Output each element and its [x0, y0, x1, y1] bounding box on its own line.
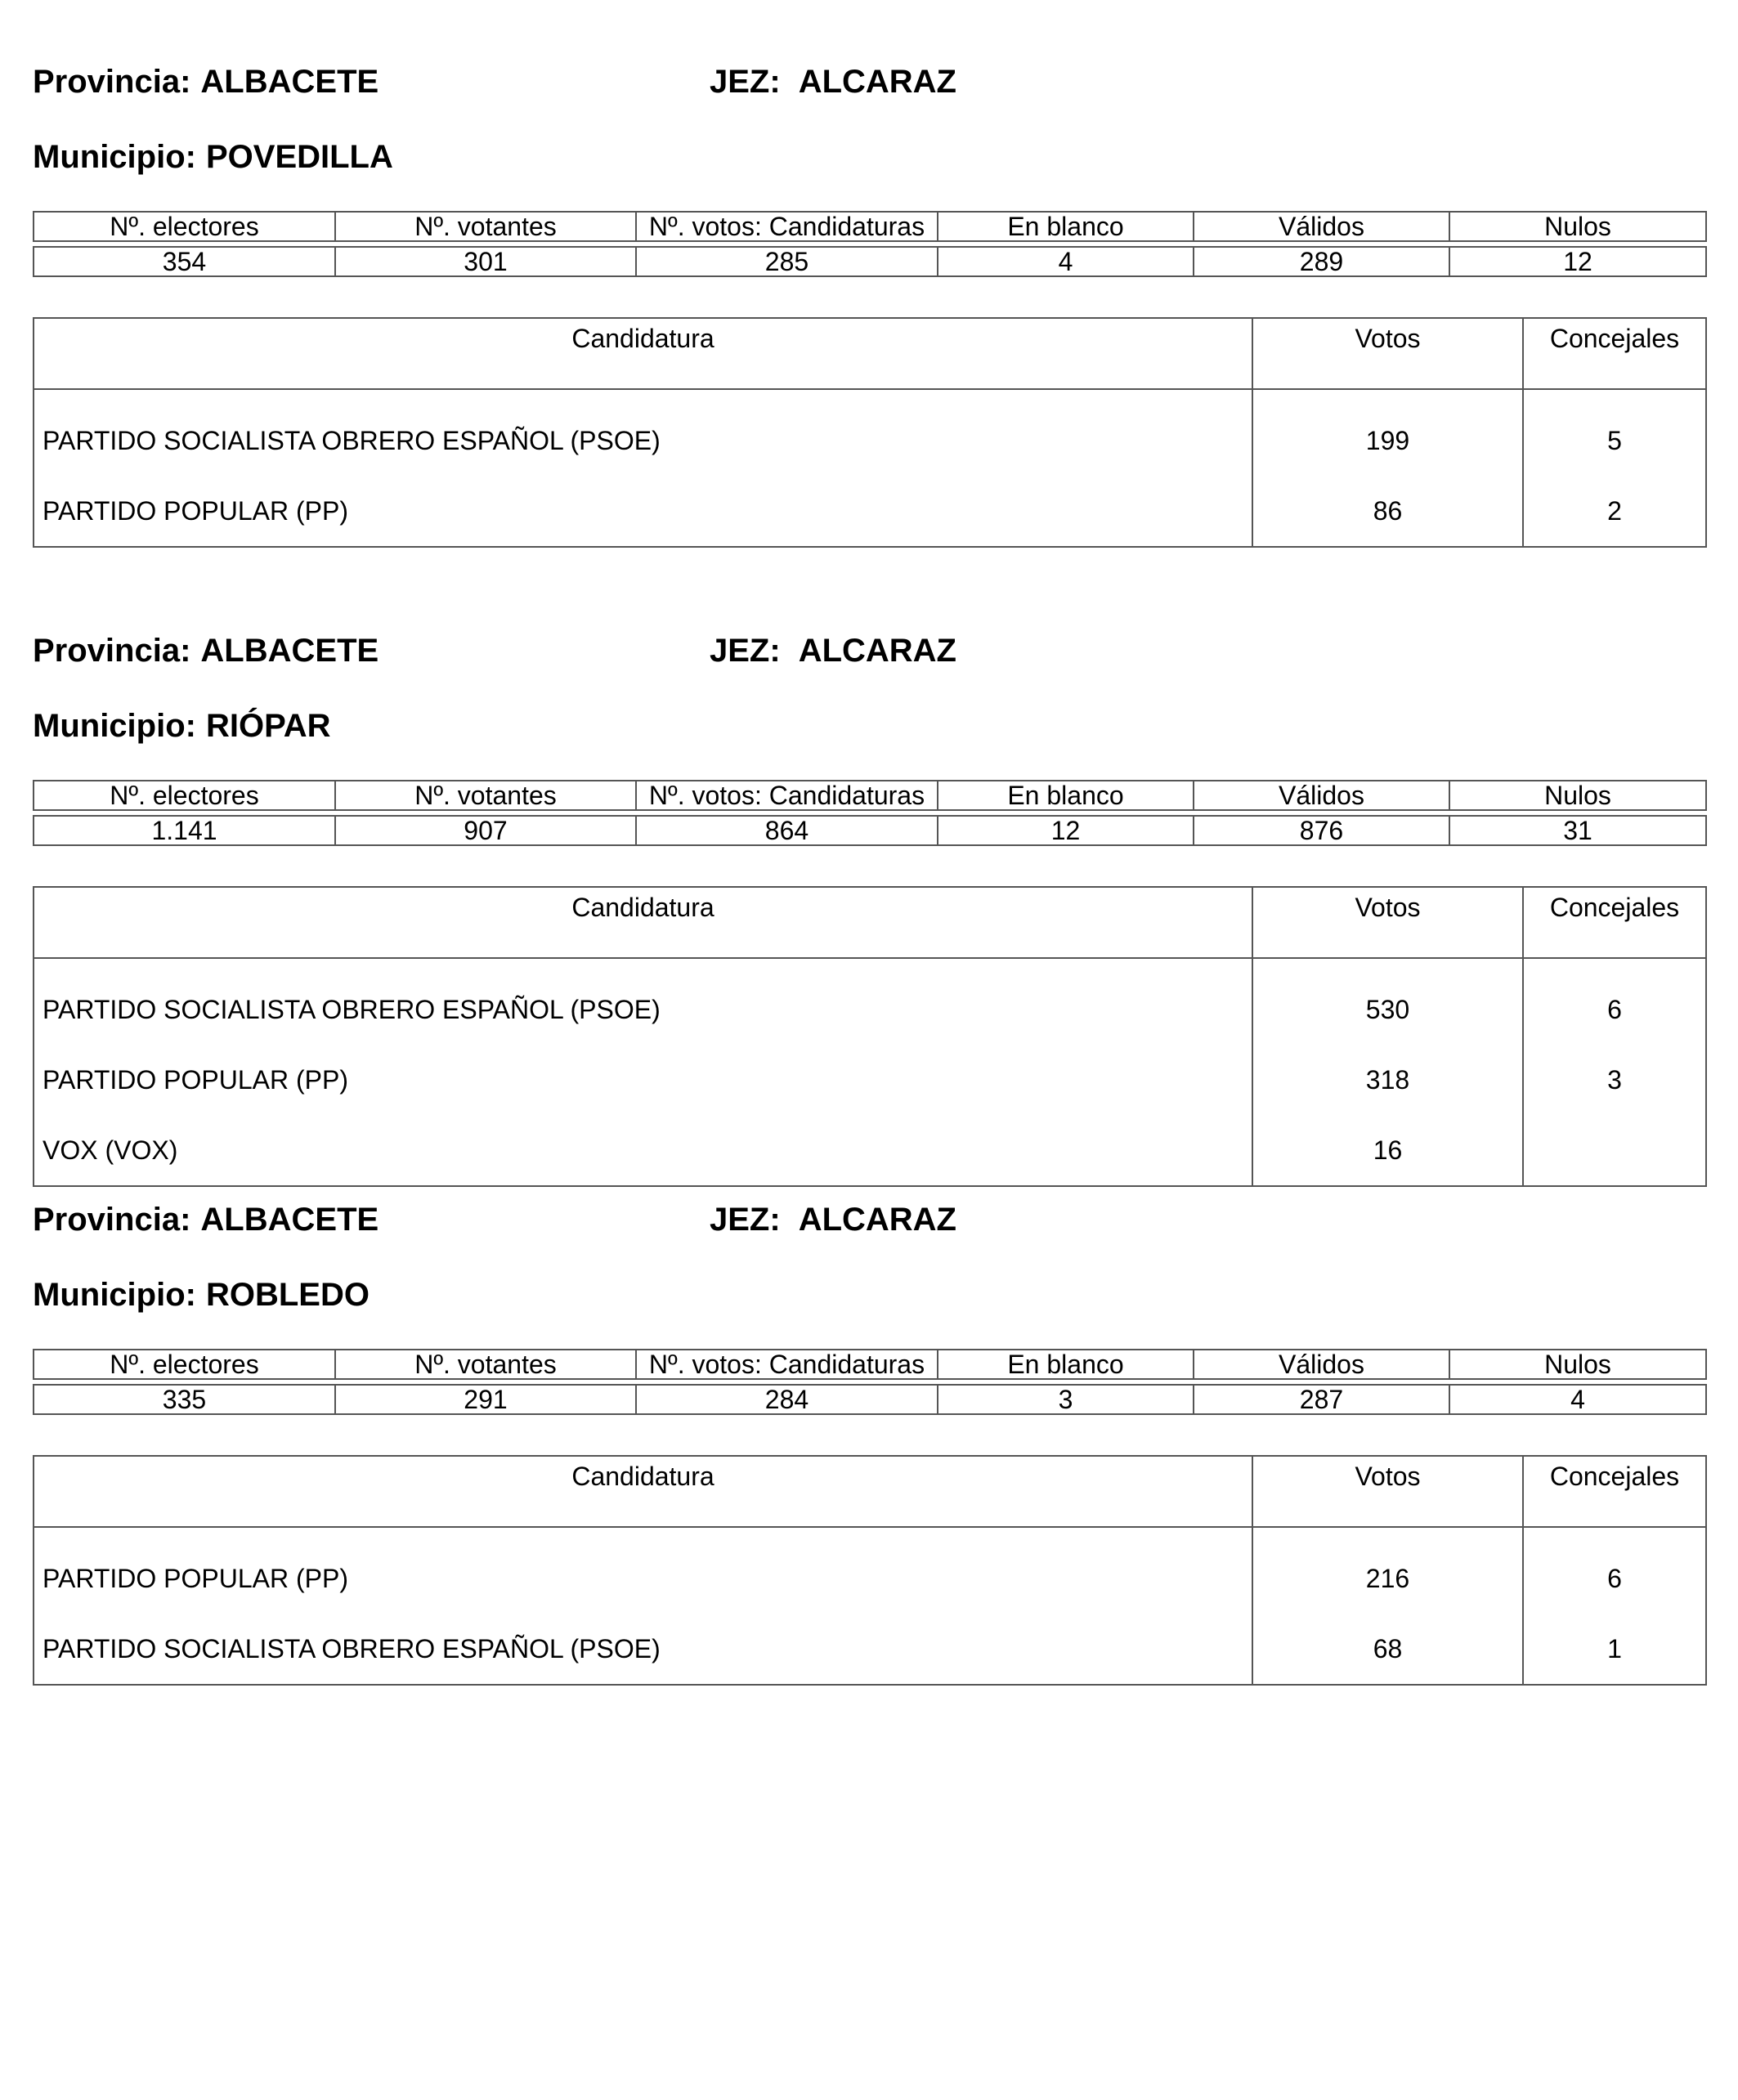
- stat-header: Nº. electores: [34, 212, 335, 241]
- candidate-name: PARTIDO POPULAR (PP): [43, 1563, 348, 1593]
- stat-value: 291: [335, 1385, 636, 1414]
- candidate-concejales: 3: [1523, 1045, 1706, 1115]
- candidate-name: PARTIDO POPULAR (PP): [43, 495, 348, 526]
- candidate-name: PARTIDO SOCIALISTA OBRERO ESPAÑOL (PSOE): [43, 425, 661, 455]
- municipio-label: Municipio:: [33, 139, 196, 175]
- stats-table: [33, 211, 1707, 277]
- candidate-row: [34, 1045, 1706, 1115]
- provincia-label: Provincia:: [33, 633, 191, 669]
- jez-heading: [710, 1203, 956, 1236]
- municipality-section-robledo: [33, 1203, 1705, 1661]
- stat-value: 284: [636, 1385, 938, 1414]
- candidate-name: PARTIDO SOCIALISTA OBRERO ESPAÑOL (PSOE): [43, 1633, 661, 1663]
- municipio-value: POVEDILLA: [205, 139, 393, 175]
- municipio-label: Municipio:: [33, 708, 196, 744]
- jez-label: JEZ:: [710, 64, 781, 100]
- stat-value: 907: [335, 816, 636, 845]
- candidate-votos: 318: [1252, 1045, 1523, 1115]
- candidate-concejales: 6: [1523, 1527, 1706, 1614]
- candidates-table: [33, 317, 1707, 548]
- stat-value: 287: [1194, 1385, 1449, 1414]
- stat-value: 876: [1194, 816, 1449, 845]
- stat-value: 4: [938, 247, 1194, 276]
- stat-value: 12: [1449, 247, 1706, 276]
- stats-header-row: [34, 1350, 1706, 1379]
- stats-table: [33, 1349, 1707, 1415]
- stat-header: Nº. votos: Candidaturas: [636, 1350, 938, 1379]
- stats-header-row: [34, 781, 1706, 810]
- stats-table: [33, 780, 1707, 846]
- candidate-row: [34, 389, 1706, 476]
- candidate-row: [34, 1115, 1706, 1186]
- stat-header: Nº. electores: [34, 1350, 335, 1379]
- stat-value: 289: [1194, 247, 1449, 276]
- stat-value: 354: [34, 247, 335, 276]
- municipio-label: Municipio:: [33, 1277, 196, 1313]
- provincia-value: ALBACETE: [200, 1202, 379, 1238]
- stat-value: 3: [938, 1385, 1194, 1414]
- stat-header: Nº. votantes: [335, 212, 636, 241]
- municipio-heading: [33, 141, 393, 173]
- municipality-section-povedilla: [33, 64, 1705, 526]
- cand-header-concejales: Concejales: [1523, 1456, 1706, 1527]
- stat-header: En blanco: [938, 212, 1194, 241]
- candidates-table: [33, 1455, 1707, 1686]
- provincia-value: ALBACETE: [200, 64, 379, 100]
- candidate-row: [34, 1527, 1706, 1614]
- candidate-name: VOX (VOX): [43, 1135, 178, 1165]
- stat-value: 285: [636, 247, 938, 276]
- stat-value: 31: [1449, 816, 1706, 845]
- stat-header: Válidos: [1194, 1350, 1449, 1379]
- cand-header-concejales: Concejales: [1523, 318, 1706, 389]
- stats-header-row: [34, 212, 1706, 241]
- candidate-name: PARTIDO POPULAR (PP): [43, 1064, 348, 1095]
- stat-header: Nulos: [1449, 1350, 1706, 1379]
- cand-header-concejales: Concejales: [1523, 887, 1706, 958]
- jez-label: JEZ:: [710, 1202, 781, 1238]
- municipio-heading: [33, 1278, 370, 1311]
- jez-value: ALCARAZ: [798, 64, 956, 100]
- candidate-votos: 530: [1252, 958, 1523, 1045]
- stat-header: Nº. votos: Candidaturas: [636, 212, 938, 241]
- candidates-header-row: [34, 887, 1706, 958]
- municipality-section-riopar: [33, 633, 1705, 1165]
- candidate-row: [34, 1614, 1706, 1685]
- candidate-row: [34, 958, 1706, 1045]
- stat-header: Nº. votantes: [335, 1350, 636, 1379]
- cand-header-candidatura: Candidatura: [34, 887, 1252, 958]
- provincia-heading: [33, 1203, 379, 1236]
- cand-header-votos: Votos: [1252, 1456, 1523, 1527]
- municipio-heading: [33, 710, 331, 742]
- stat-header: Válidos: [1194, 781, 1449, 810]
- municipio-value: ROBLEDO: [205, 1277, 370, 1313]
- candidate-concejales: [1523, 1115, 1706, 1186]
- stat-value: 864: [636, 816, 938, 845]
- stats-value-row: [34, 816, 1706, 845]
- candidates-table: [33, 886, 1707, 1187]
- candidate-concejales: 5: [1523, 389, 1706, 476]
- candidate-votos: 16: [1252, 1115, 1523, 1186]
- stat-header: Nº. votos: Candidaturas: [636, 781, 938, 810]
- stat-header: En blanco: [938, 1350, 1194, 1379]
- stat-header: En blanco: [938, 781, 1194, 810]
- candidate-row: [34, 476, 1706, 547]
- cand-header-votos: Votos: [1252, 318, 1523, 389]
- stat-value: 1.141: [34, 816, 335, 845]
- candidate-votos: 216: [1252, 1527, 1523, 1614]
- jez-heading: [710, 634, 956, 667]
- stat-header: Nº. electores: [34, 781, 335, 810]
- provincia-label: Provincia:: [33, 64, 191, 100]
- jez-heading: [710, 65, 956, 98]
- stat-value: 12: [938, 816, 1194, 845]
- stat-header: Nulos: [1449, 212, 1706, 241]
- candidates-header-row: [34, 1456, 1706, 1527]
- jez-value: ALCARAZ: [798, 633, 956, 669]
- cand-header-candidatura: Candidatura: [34, 318, 1252, 389]
- candidate-concejales: 2: [1523, 476, 1706, 547]
- stats-value-row: [34, 1385, 1706, 1414]
- candidate-votos: 68: [1252, 1614, 1523, 1685]
- candidate-name: PARTIDO SOCIALISTA OBRERO ESPAÑOL (PSOE): [43, 994, 661, 1024]
- stats-value-row: [34, 247, 1706, 276]
- stat-value: 4: [1449, 1385, 1706, 1414]
- stat-header: Válidos: [1194, 212, 1449, 241]
- provincia-label: Provincia:: [33, 1202, 191, 1238]
- stat-header: Nulos: [1449, 781, 1706, 810]
- jez-value: ALCARAZ: [798, 1202, 956, 1238]
- cand-header-votos: Votos: [1252, 887, 1523, 958]
- provincia-heading: [33, 634, 379, 667]
- provincia-heading: [33, 65, 379, 98]
- candidate-votos: 86: [1252, 476, 1523, 547]
- candidate-concejales: 1: [1523, 1614, 1706, 1685]
- jez-label: JEZ:: [710, 633, 781, 669]
- candidate-concejales: 6: [1523, 958, 1706, 1045]
- stat-header: Nº. votantes: [335, 781, 636, 810]
- cand-header-candidatura: Candidatura: [34, 1456, 1252, 1527]
- municipio-value: RIÓPAR: [205, 708, 331, 744]
- candidates-header-row: [34, 318, 1706, 389]
- provincia-value: ALBACETE: [200, 633, 379, 669]
- stat-value: 301: [335, 247, 636, 276]
- candidate-votos: 199: [1252, 389, 1523, 476]
- stat-value: 335: [34, 1385, 335, 1414]
